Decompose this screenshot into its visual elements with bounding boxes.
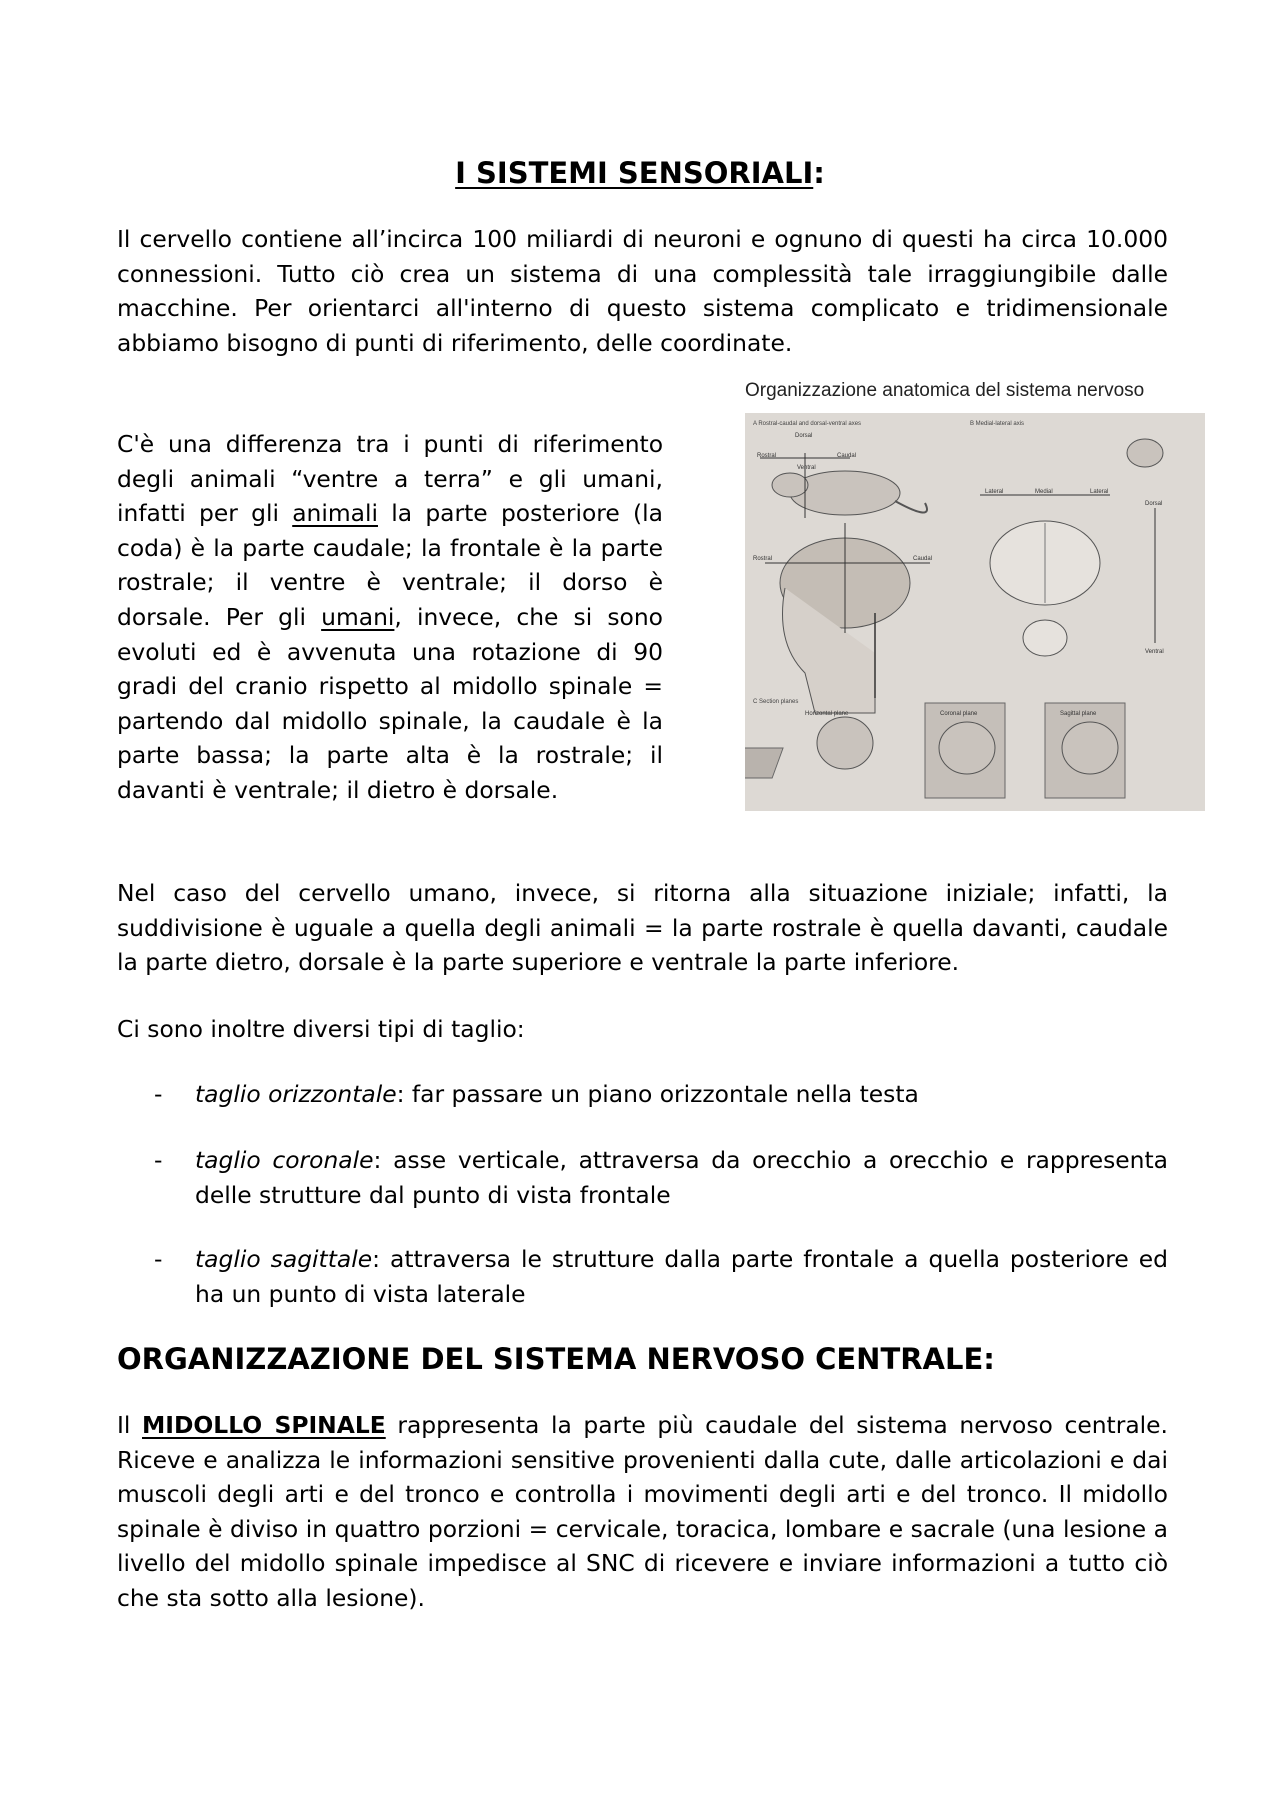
label-lateral-left: Lateral <box>985 489 1004 495</box>
label-ventral-b: Ventral <box>1145 649 1164 655</box>
label-panel-c: C Section planes <box>753 699 799 705</box>
bullet-text <box>195 1143 1168 1212</box>
para5-post: rappresenta la parte più caudale del sistema nervoso centrale. Riceve e analizza le informazioni sensitive provenienti dalla cute, dalle articolazioni e dai muscoli degli arti e del tronco e controlla i movimenti degli arti e del tronco. Il midollo spinale è diviso in quattro porzioni = cervicale, toracica, lombare e sacrale (una lesione a livello del midollo spinale impedisce al SNC di ricevere e inviare informazioni a tutto ciò che sta sotto alla lesione). <box>117 1411 1168 1612</box>
label-rostral-head: Rostral <box>753 556 773 562</box>
animali-link: animali <box>292 499 378 528</box>
label-caudal-head: Caudal <box>913 556 933 562</box>
para2-part3: , invece, che si sono evoluti ed è avvenuta una rotazione di 90 gradi del cranio rispetto al midollo spinale = partendo dal midollo spinale, la caudale è la parte bassa; la parte alta è la rostrale; il davanti è ventrale; il dietro è dorsale. <box>117 602 663 804</box>
label-rostral-a: Rostral <box>757 453 777 459</box>
umani-link: umani <box>321 602 395 631</box>
para5-pre: Il <box>117 1411 143 1439</box>
bullet-term: taglio orizzontale <box>195 1080 397 1108</box>
bullet-dash: - <box>154 1146 163 1174</box>
bullet-desc: : attraversa le strutture dalla parte frontale a quella posteriore ed ha un punto di vista laterale <box>195 1245 1168 1308</box>
label-sagittal-plane: Sagittal plane <box>1060 711 1097 717</box>
label-lateral-right: Lateral <box>1090 489 1109 495</box>
label-ventral-a: Ventral <box>797 465 816 471</box>
intro-paragraph: Il cervello contiene all’incirca 100 miliardi di neuroni e ognuno di questi ha circa 10.000 connessioni. Tutto ciò crea un sistema di una complessità tale irraggiungibile dalle macchine. Per orientarci all'interno di questo sistema complicato e tridimensionale abbiamo bisogno di punti di riferimento, delle coordinate. <box>117 225 1168 357</box>
page-title-text: I SISTEMI SENSORIALI <box>455 156 814 190</box>
figure-caption: Organizzazione anatomica del sistema nervoso <box>745 380 1145 401</box>
page-title-colon: : <box>813 156 825 190</box>
bullet-dash: - <box>154 1245 163 1273</box>
label-horizontal-plane: Horizontal plane <box>805 711 849 717</box>
human-brain-paragraph: Nel caso del cervello umano, invece, si ritorna alla situazione iniziale; infatti, la suddivisione è uguale a quella degli animali = la parte rostrale è quella davanti, caudale la parte dietro, dorsale è la parte superiore e ventrale la parte inferiore. <box>117 879 1168 977</box>
spinal-cord-paragraph <box>117 1408 1168 1616</box>
bullet-text <box>195 1077 1168 1112</box>
section-heading: ORGANIZZAZIONE DEL SISTEMA NERVOSO CENTRALE: <box>117 1342 995 1376</box>
small-head-icon <box>1127 439 1163 467</box>
label-dorsal-a: Dorsal <box>795 433 813 439</box>
label-panel-a: A Rostral-caudal and dorsal-ventral axes <box>753 421 862 427</box>
page-title <box>0 156 1280 190</box>
bullet-term: taglio coronale <box>195 1146 374 1174</box>
label-panel-b: B Medial-lateral axis <box>970 421 1025 427</box>
bullet-text <box>195 1242 1168 1311</box>
cut-types-intro: Ci sono inoltre diversi tipi di taglio: <box>117 1015 525 1043</box>
para2-part2: la parte posteriore (la coda) è la parte caudale; la frontale è la parte rostrale; il ventre è ventrale; il dorso è dorsale. Per gli <box>117 499 663 631</box>
label-dorsal-b: Dorsal <box>1145 501 1163 507</box>
label-medial: Medial <box>1035 489 1053 495</box>
reference-points-paragraph <box>117 427 663 808</box>
bullet-desc: : far passare un piano orizzontale nella testa <box>396 1080 919 1108</box>
label-caudal-a: Caudal <box>837 453 857 459</box>
midollo-spinale-term: MIDOLLO SPINALE <box>142 1411 386 1439</box>
label-coronal-plane: Coronal plane <box>940 711 978 717</box>
anatomical-axes-illustration <box>745 413 1205 811</box>
para2-part1: C'è una differenza tra i punti di riferimento degli animali “ventre a terra” e gli umani, infatti per gli <box>117 430 663 528</box>
nervous-system-figure <box>745 380 1205 820</box>
bullet-desc: : asse verticale, attraversa da orecchio a orecchio e rappresenta delle strutture dal punto di vista frontale <box>195 1146 1168 1209</box>
bullet-term: taglio sagittale <box>195 1245 373 1273</box>
bullet-dash: - <box>154 1080 163 1108</box>
